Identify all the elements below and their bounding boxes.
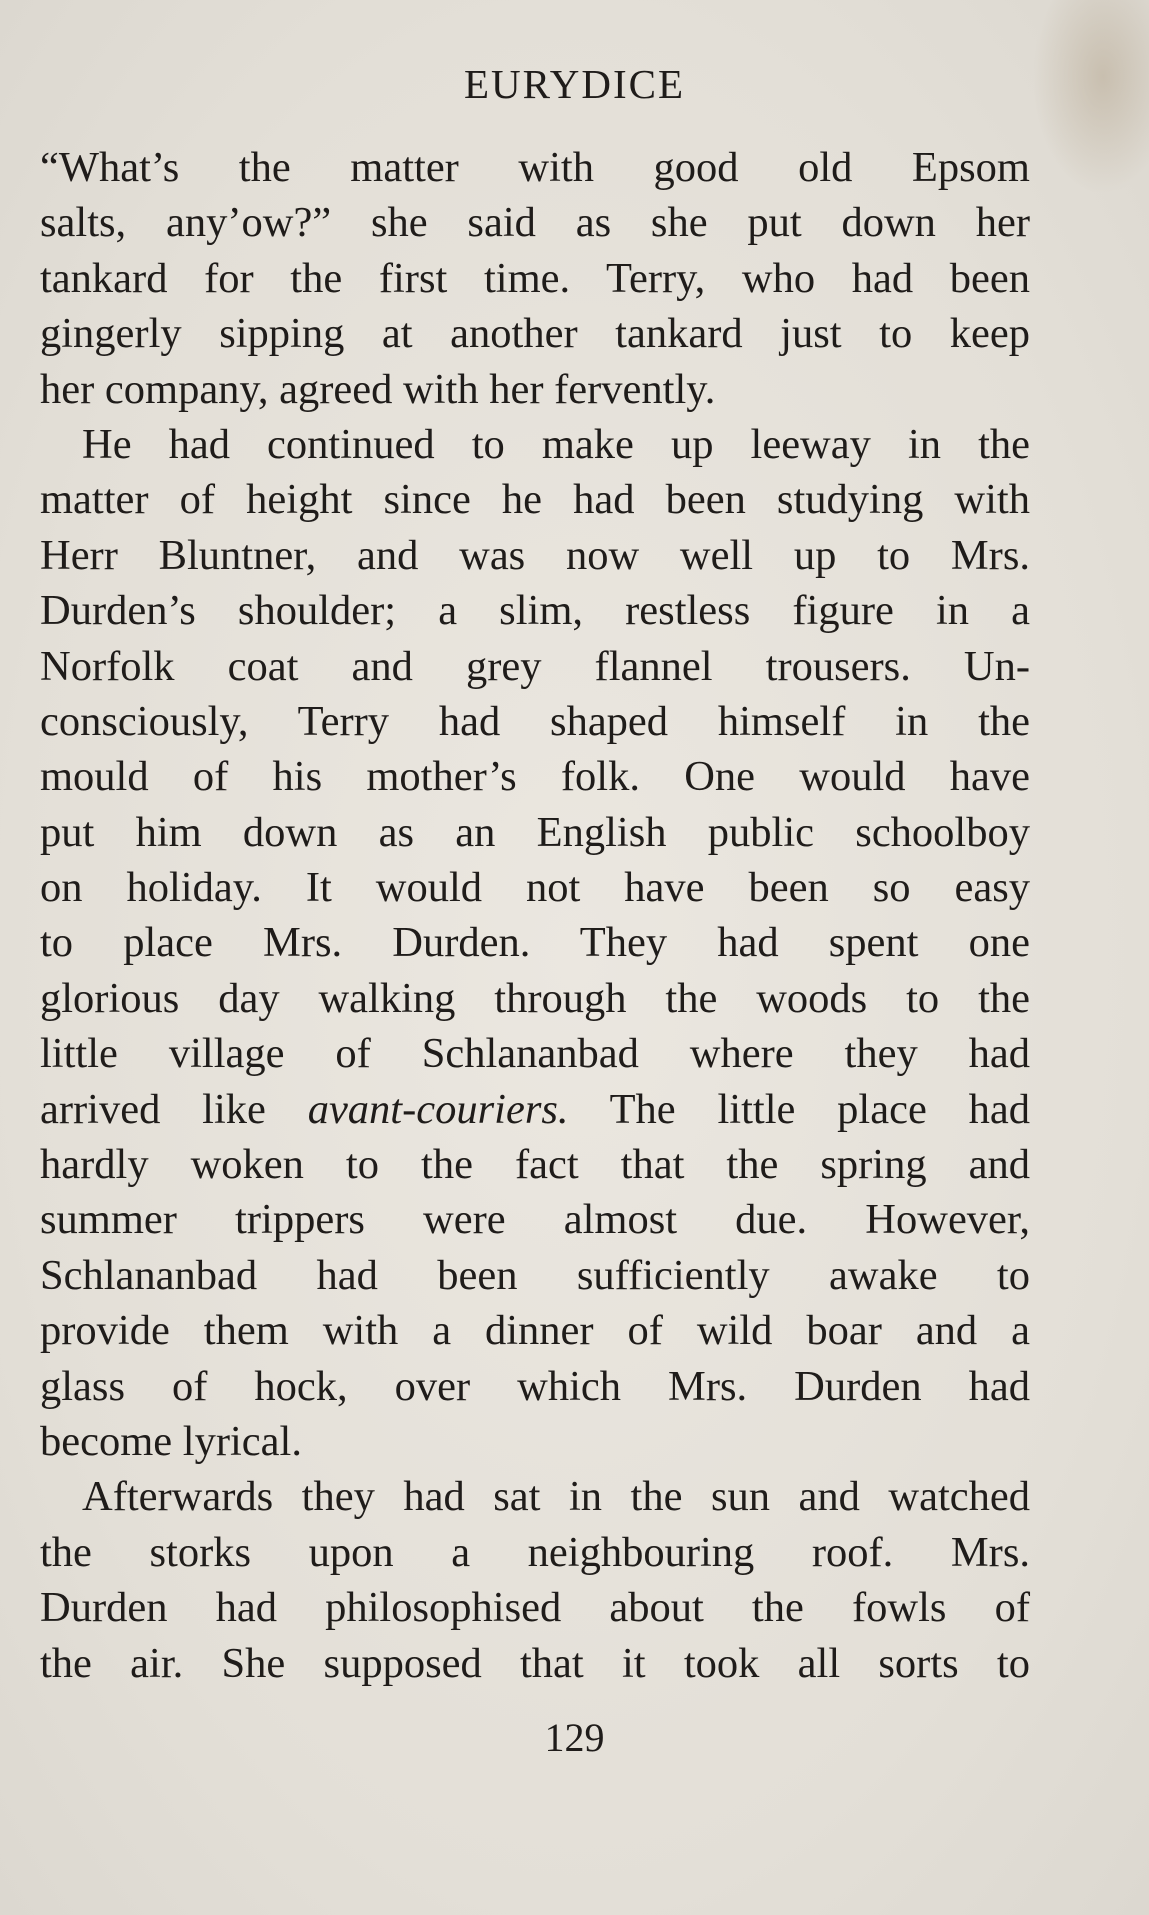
text-line: glass of hock, over which Mrs. Durden had [40,1362,1030,1410]
text-line: her company, agreed with her fervently. [40,365,716,413]
page-number: 129 [544,1715,605,1760]
text-line: to place Mrs. Durden. They had spent one [40,919,1030,967]
body-text [40,140,1030,1691]
text-line: tankard for the first time. Terry, who had been [40,254,1030,302]
text-line: consciously, Terry had shaped himself in the [40,697,1030,745]
text-fragment: The little place had [568,1085,1030,1133]
paragraph-1 [40,140,1030,417]
text-line: the air. She supposed that it took all sorts to [40,1639,1030,1687]
text-line: He had continued to make up leeway in the [82,420,1030,468]
running-head: EURYDICE [464,61,685,107]
text-fragment: arrived like [40,1085,266,1133]
text-line: Afterwards they had sat in the sun and watched [82,1473,1030,1521]
text-line: provide them with a dinner of wild boar and a [40,1307,1030,1355]
text-line: summer trippers were almost due. However, [40,1196,1030,1244]
italic-phrase: avant-couriers. [307,1085,569,1133]
text-line: Schlananbad had been sufficiently awake to [40,1251,1030,1299]
text-line-with-italic [40,1082,1030,1137]
text-line: Norfolk coat and grey flannel trousers. Un- [40,642,1030,690]
text-line: Durden had philosophised about the fowls of [40,1584,1030,1632]
text-line: hardly woken to the fact that the spring and [40,1141,1030,1189]
text-line: Durden’s shoulder; a slim, restless figure in a [40,587,1030,635]
paragraph-2 [40,417,1030,1469]
text-line: matter of height since he had been studying with [40,476,1030,524]
text-line: become lyrical. [40,1417,302,1465]
text-line: mould of his mother’s folk. One would have [40,753,1030,801]
text-line: “What’s the matter with good old Epsom [40,144,1030,191]
text-line: salts, any’ow?” she said as she put down her [40,199,1030,247]
text-line: the storks upon a neighbouring roof. Mrs. [40,1528,1030,1576]
text-line: Herr Bluntner, and was now well up to Mrs. [40,531,1030,579]
text-line: put him down as an English public schoolboy [40,808,1030,856]
text-line: on holiday. It would not have been so easy [40,864,1030,912]
text-line: little village of Schlananbad where they had [40,1030,1030,1078]
text-line: gingerly sipping at another tankard just to keep [40,310,1030,358]
paragraph-3 [40,1469,1030,1691]
text-line: glorious day walking through the woods to the [40,974,1030,1022]
